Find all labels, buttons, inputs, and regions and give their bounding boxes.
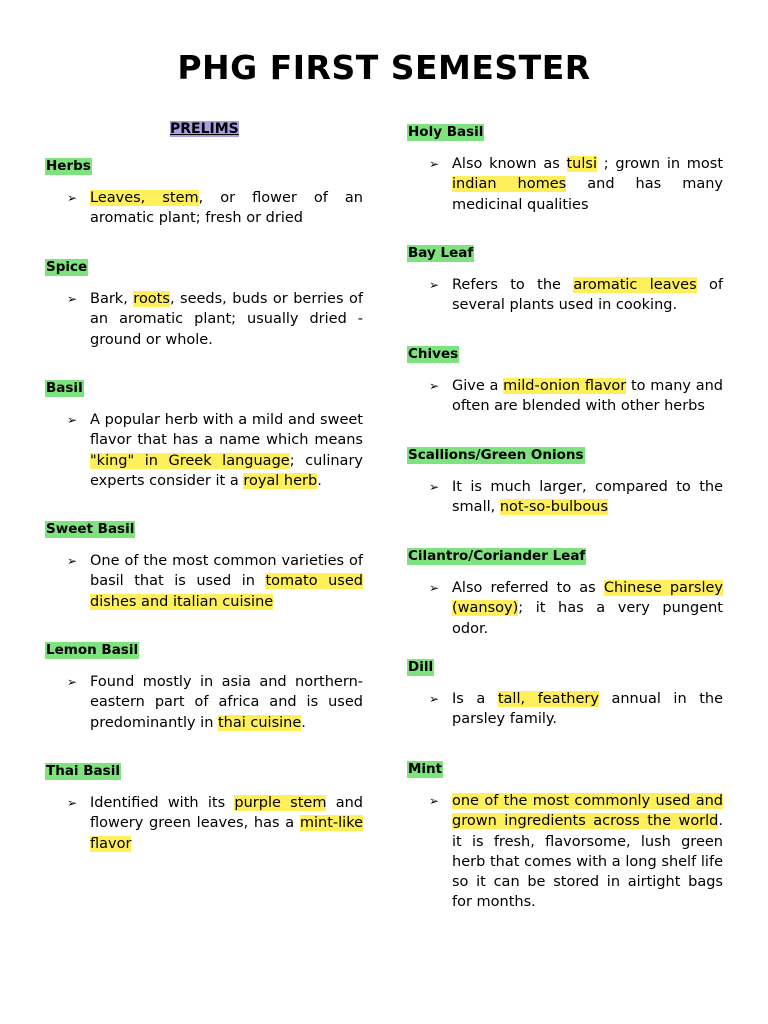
section-lemon-basil (45, 639, 363, 733)
section-sweet-basil (45, 518, 363, 612)
section-heading: Mint (408, 761, 443, 777)
body-text: Found mostly in asia and northern-eastern part of africa and is used predominantly in (90, 674, 363, 731)
highlight-text: royal herb (243, 472, 318, 489)
arrow-bullet-icon: ➢ (429, 794, 440, 808)
highlight-text: Leaves, stem (90, 190, 199, 206)
body-text: A popular herb with a mild and sweet flavor that has a name which means (90, 412, 363, 449)
section-mint (407, 758, 723, 913)
highlight-text: tomato used dishes and italian cuisine (90, 573, 363, 610)
highlight-text: thai cuisine (218, 714, 302, 731)
body-text: and flowery green leaves, has a (90, 795, 363, 832)
body-text: Bark, (90, 291, 134, 307)
bullet-item (45, 672, 363, 733)
body-text: ; culinary experts consider it a (90, 452, 363, 489)
body-text: Refers to the (452, 277, 574, 293)
section-heading: Holy Basil (408, 124, 484, 140)
body-text: . (317, 472, 322, 489)
arrow-bullet-icon: ➢ (67, 796, 78, 810)
body-text: Is a (452, 691, 498, 707)
arrow-bullet-icon: ➢ (429, 480, 440, 494)
bullet-item (45, 289, 363, 350)
section-basil (45, 377, 363, 491)
body-text: of several plants used in cooking. (452, 277, 723, 314)
highlight-text: tall, feathery (497, 691, 599, 707)
body-text: It is much larger, compared to the small, (452, 479, 723, 516)
body-text: Identified with its (90, 795, 235, 811)
body-text: and has many medicinal qualities (452, 176, 723, 213)
bullet-item (407, 376, 723, 417)
section-chives (407, 343, 723, 417)
arrow-bullet-icon: ➢ (67, 413, 78, 427)
bullet-item (407, 791, 723, 913)
section-bay-leaf (407, 242, 723, 316)
highlight-text: not-so-bulbous (499, 499, 608, 516)
arrow-bullet-icon: ➢ (67, 292, 78, 306)
section-herbs (45, 155, 363, 229)
highlight-text: one of the most commonly used and grown ingredients across the world (452, 793, 723, 830)
body-text: ; it has a very pungent odor. (452, 600, 723, 637)
section-heading: Scallions/Green Onions (408, 447, 584, 463)
body-text: . (301, 714, 306, 731)
body-text: , seeds, buds or berries of an aromatic plant; usually dried - ground or whole. (90, 291, 363, 348)
arrow-bullet-icon: ➢ (429, 692, 440, 706)
section-holy-basil (407, 121, 723, 215)
highlight-text: tulsi (566, 156, 597, 172)
highlight-text: Chinese parsley (wansoy) (452, 580, 723, 617)
arrow-bullet-icon: ➢ (67, 191, 78, 205)
body-text: ; grown in most (597, 156, 723, 172)
section-heading: Sweet Basil (46, 521, 135, 537)
section-heading: Herbs (46, 158, 91, 174)
body-text: Give a (452, 378, 504, 394)
arrow-bullet-icon: ➢ (429, 379, 440, 393)
section-heading: Dill (408, 659, 434, 675)
highlight-text: indian homes (452, 176, 567, 193)
section-heading: Basil (46, 380, 83, 396)
arrow-bullet-icon: ➢ (67, 675, 78, 689)
section-scallions (407, 444, 723, 518)
highlight-text: aromatic leaves (573, 277, 697, 293)
bullet-item (45, 188, 363, 229)
bullet-item (407, 689, 723, 730)
bullet-item (407, 477, 723, 518)
section-dill (407, 656, 723, 730)
highlight-text: mint-like flavor (90, 815, 363, 852)
bullet-item (45, 551, 363, 612)
bullet-item (407, 154, 723, 215)
body-text: One of the most common varieties of basil that is used in (90, 553, 363, 590)
section-cilantro (407, 545, 723, 639)
bullet-item (407, 578, 723, 639)
document-title: PHG FIRST SEMESTER (177, 48, 591, 87)
section-heading: Lemon Basil (46, 642, 139, 658)
body-text: . it is fresh, flavorsome, lush green herb that comes with a long shelf life so it can be stored in airtight bags for months. (452, 813, 723, 911)
section-heading: Chives (408, 346, 459, 362)
highlight-text: "king" in Greek language (90, 452, 290, 469)
bullet-item (407, 275, 723, 316)
arrow-bullet-icon: ➢ (429, 278, 440, 292)
bullet-item (45, 410, 363, 491)
body-text: , or flower of an aromatic plant; fresh or dried (90, 190, 363, 227)
body-text: annual in the parsley family. (452, 691, 724, 728)
highlight-text: mild-onion flavor (503, 378, 627, 394)
arrow-bullet-icon: ➢ (429, 157, 440, 171)
prelims-subheading: PRELIMS (170, 121, 239, 137)
highlight-text: purple stem (234, 795, 327, 811)
highlight-text: roots (133, 291, 170, 307)
section-heading: Cilantro/Coriander Leaf (408, 548, 586, 564)
section-heading: Bay Leaf (408, 245, 474, 261)
arrow-bullet-icon: ➢ (67, 554, 78, 568)
body-text: Also known as (452, 156, 567, 172)
section-spice (45, 256, 363, 350)
section-thai-basil (45, 760, 363, 854)
body-text: to many and often are blended with other herbs (452, 378, 723, 415)
body-text: Also referred to as (452, 580, 604, 596)
section-heading: Thai Basil (46, 763, 120, 779)
section-heading: Spice (46, 259, 88, 275)
arrow-bullet-icon: ➢ (429, 581, 440, 595)
bullet-item (45, 793, 363, 854)
